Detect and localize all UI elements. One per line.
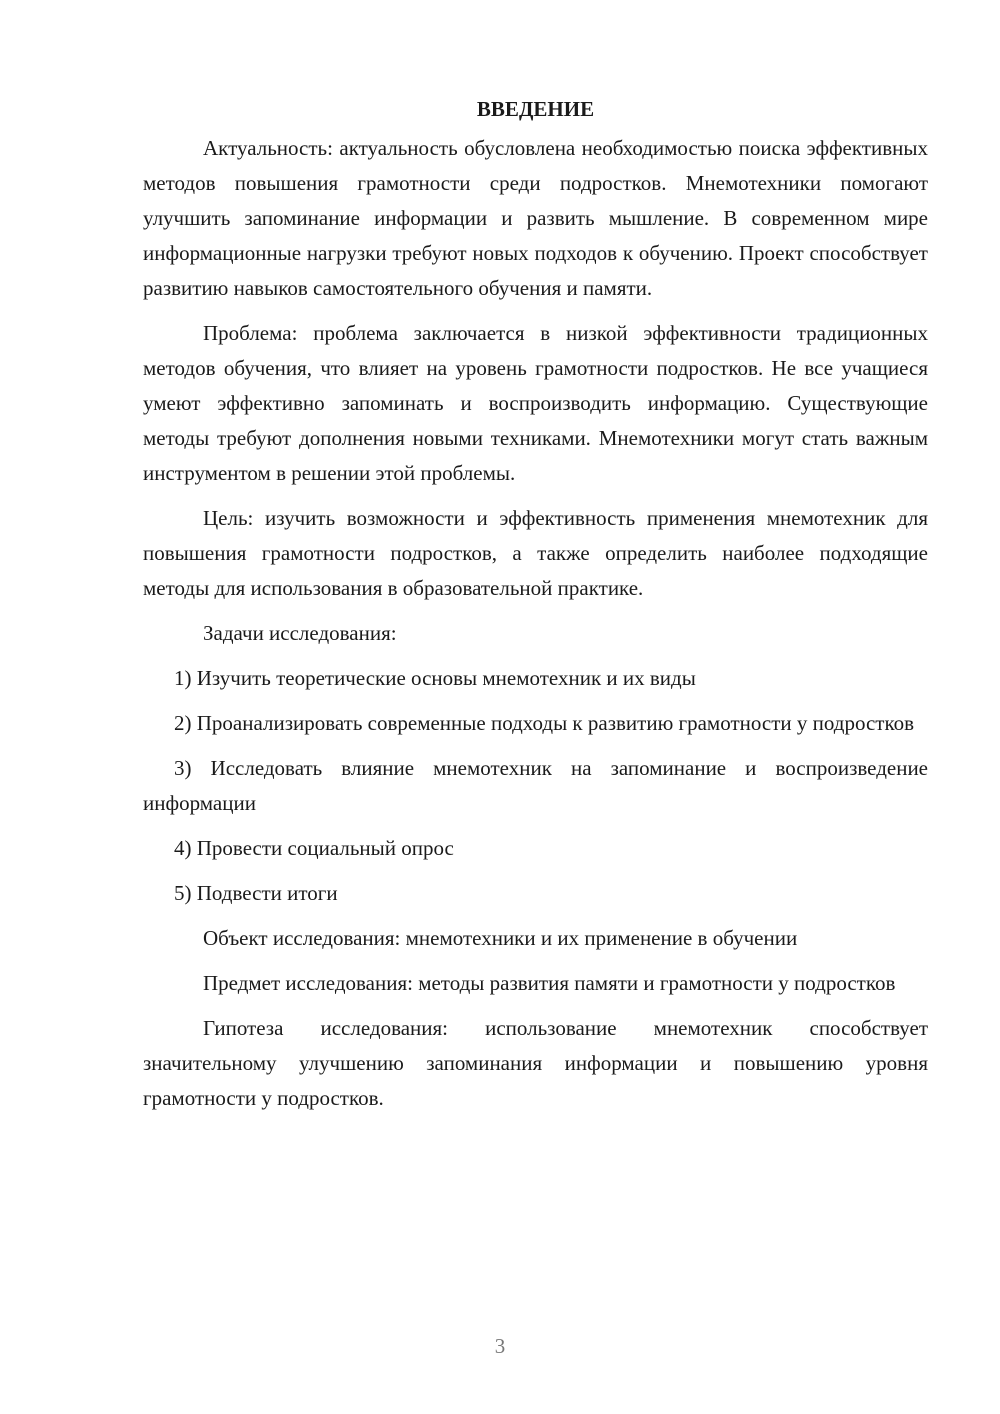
tasks-heading: Задачи исследования: — [203, 621, 397, 645]
task-item-2: 2) Проанализировать современные подходы к развитию грамотности у подростков — [174, 711, 915, 735]
object-paragraph: Объект исследования: мнемотехники и их применение в обучении — [203, 926, 798, 950]
page-number: 3 — [494, 1334, 506, 1358]
goal-paragraph: Цель: изучить возможности и эффективность применения мнемотехник для повышения грамотности подростков, а также определить наиболее подходящие методы для использования в образовательной практике. — [143, 506, 928, 600]
relevance-paragraph: Актуальность: актуальность обусловлена необходимостью поиска эффективных методов повышения грамотности среди подростков. Мнемотехники помогают улучшить запоминание информации и развить мышление. В современном мире информационные нагрузки требуют новых подходов к обучению. Проект способствует развитию навыков самостоятельного обучения и памяти. — [143, 136, 928, 300]
section-title: ВВЕДЕНИЕ — [476, 97, 595, 121]
task-item-1: 1) Изучить теоретические основы мнемотехник и их виды — [174, 666, 696, 690]
task-item-4: 4) Провести социальный опрос — [174, 836, 454, 860]
task-item-3: 3) Исследовать влияние мнемотехник на запоминание и воспроизведение информации — [143, 756, 928, 815]
hypothesis-paragraph: Гипотеза исследования: использование мнемотехник способствует значительному улучшению запоминания информации и повышению уровня грамотности у подростков. — [143, 1016, 928, 1110]
task-item-5: 5) Подвести итоги — [174, 881, 338, 905]
problem-paragraph: Проблема: проблема заключается в низкой эффективности традиционных методов обучения, что влияет на уровень грамотности подростков. Не все учащиеся умеют эффективно запоминать и воспроизводить информацию. Существующие методы требуют дополнения новыми техниками. Мнемотехники могут стать важным инструментом в решении этой проблемы. — [143, 321, 928, 485]
document-page — [143, 92, 928, 1116]
subject-paragraph: Предмет исследования: методы развития памяти и грамотности у подростков — [203, 971, 896, 995]
